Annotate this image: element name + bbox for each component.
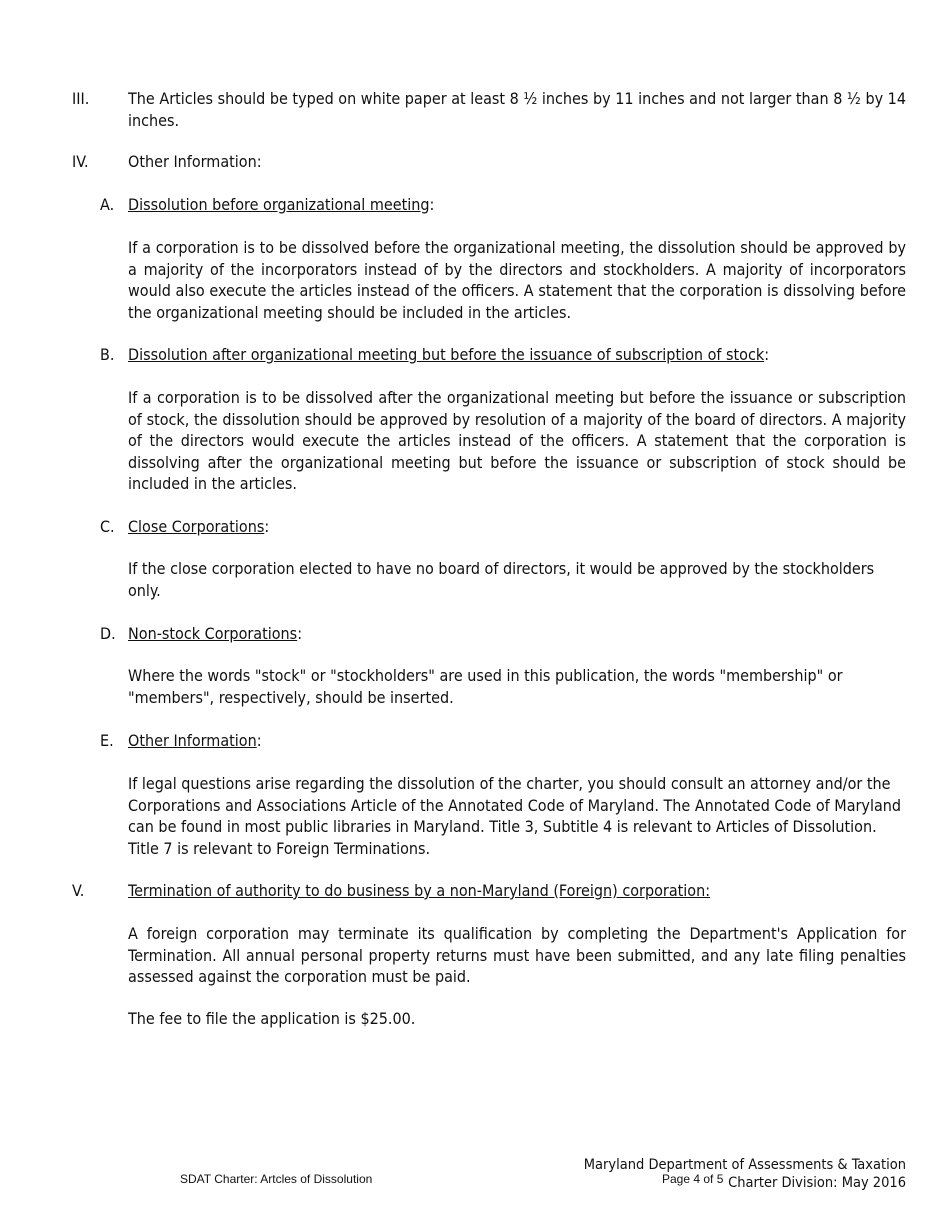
footer-division-date: Charter Division: May 2016 bbox=[728, 1175, 906, 1191]
subsection-c-body: If the close corporation elected to have no board of directors, it would be approved by the stockholders only. bbox=[128, 559, 875, 600]
section-iv-title: Other Information: bbox=[128, 152, 262, 171]
subsection-d-colon: : bbox=[297, 624, 303, 643]
subsection-a-letter: A. bbox=[100, 195, 115, 214]
subsection-a-heading-line bbox=[128, 194, 906, 216]
section-v-body: A foreign corporation may terminate its qualification by completing the Department's Application for Termination. All annual personal property returns must have been submitted, and any late filing penalties assessed against the corporation must be paid. bbox=[128, 924, 906, 986]
subsection-d-heading: Non-stock Corporations bbox=[128, 624, 298, 643]
subsection-e-letter: E. bbox=[100, 731, 114, 750]
section-iii-text: The Articles should be typed on white paper at least 8 ½ inches by 11 inches and not larger than 8 ½ by 14 inches. bbox=[128, 89, 906, 130]
section-v-heading-line bbox=[128, 880, 906, 902]
subsection-c-heading-line bbox=[128, 516, 906, 538]
subsection-d-body: Where the words "stock" or "stockholders" are used in this publication, the words "membership" or "members", respectively, should be inserted. bbox=[128, 666, 843, 707]
section-v-number: V. bbox=[72, 881, 85, 900]
subsection-e-heading-line bbox=[128, 730, 906, 752]
subsection-b-letter: B. bbox=[100, 345, 115, 364]
subsection-d-letter: D. bbox=[100, 624, 116, 643]
subsection-b-colon: : bbox=[764, 345, 770, 364]
section-iv-number: IV. bbox=[72, 152, 89, 171]
subsection-e-heading: Other Information bbox=[128, 731, 257, 750]
section-v-fee: The fee to file the application is $25.00. bbox=[128, 1009, 416, 1028]
subsection-a-body: If a corporation is to be dissolved before the organizational meeting, the dissolution should be approved by a majority of the incorporators instead of by the directors and stockholders. A majority of incorporators would also execute the articles instead of the officers. A statement that the corporation is dissolving before the organizational meeting should be included in the articles. bbox=[128, 238, 906, 322]
subsection-c-heading: Close Corporations bbox=[128, 517, 265, 536]
subsection-a-heading: Dissolution before organizational meeting bbox=[128, 195, 430, 214]
subsection-a-colon: : bbox=[429, 195, 435, 214]
section-iii-number: III. bbox=[72, 89, 90, 108]
subsection-c-letter: C. bbox=[100, 517, 115, 536]
footer-page-number: Page 4 of 5 bbox=[662, 1172, 724, 1186]
subsection-b-body: If a corporation is to be dissolved after the organizational meeting but before the issuance or subscription of stock, the dissolution should be approved by resolution of a majority of the board of directors. A majority of the directors would execute the articles instead of the officers. A statement that the corporation is dissolving after the organizational meeting but before the issuance or subscription of stock should be included in the articles. bbox=[128, 388, 906, 493]
footer-document-title: SDAT Charter: Artcles of Dissolution bbox=[180, 1172, 373, 1186]
subsection-c-colon: : bbox=[264, 517, 270, 536]
subsection-b-heading: Dissolution after organizational meeting but before the issuance of subscription of stock bbox=[128, 345, 765, 364]
subsection-b-heading-line bbox=[128, 344, 906, 366]
subsection-e-body: If legal questions arise regarding the dissolution of the charter, you should consult an attorney and/or the Corporations and Associations Article of the Annotated Code of Maryland. The Annotated Code of Maryland can be found in most public libraries in Maryland. Title 3, Subtitle 4 is relevant to Articles of Dissolution. Title 7 is relevant to Foreign Terminations. bbox=[128, 774, 902, 858]
subsection-e-colon: : bbox=[256, 731, 262, 750]
footer-department: Maryland Department of Assessments & Taxation bbox=[583, 1157, 906, 1173]
section-v-heading: Termination of authority to do business by a non-Maryland (Foreign) corporation: bbox=[128, 881, 711, 900]
subsection-d-heading-line bbox=[128, 623, 906, 645]
